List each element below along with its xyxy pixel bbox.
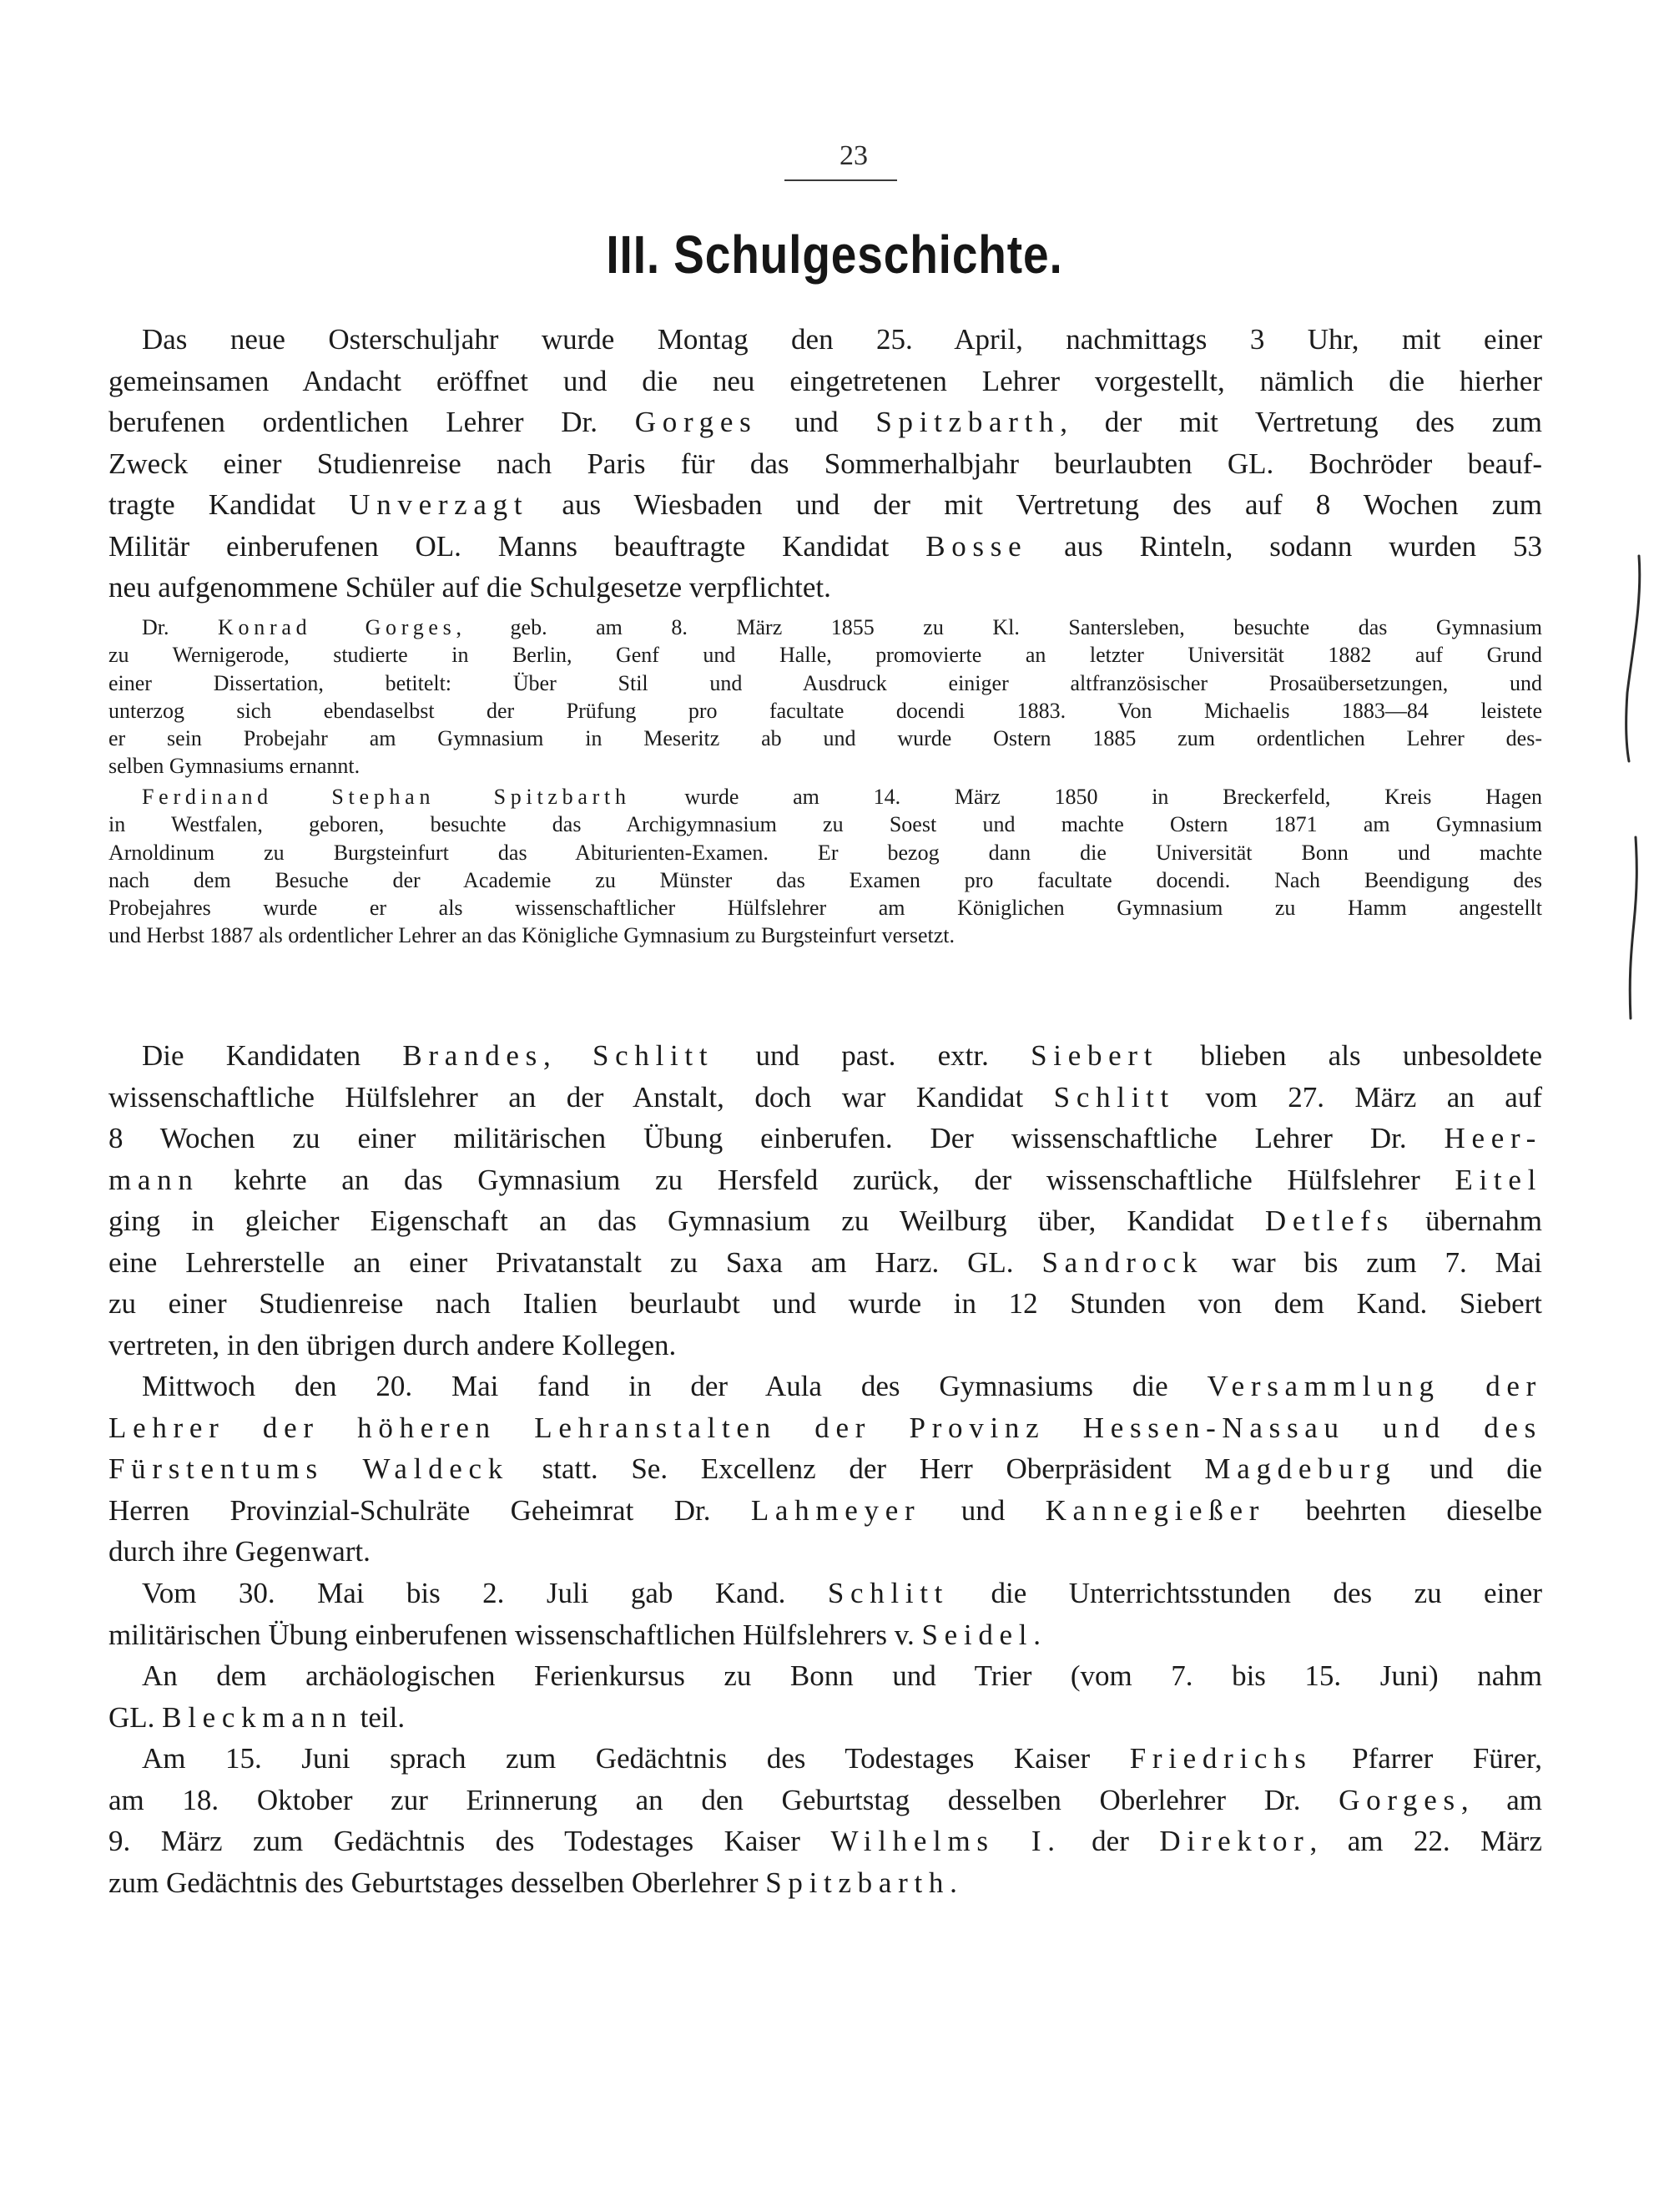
text-line (108, 1862, 1542, 1904)
text-run: militärischen Übung einberufenen wissenschaftlichen Hülfslehrers v. (108, 1618, 922, 1651)
text-run: und (757, 406, 876, 438)
text-run: Herren Provinzial-Schulräte Geheimrat Dr. (108, 1493, 751, 1527)
biography-gorges (108, 614, 1542, 780)
paragraph-candidates (108, 1035, 1542, 1366)
margin-bracket-lower (1617, 831, 1651, 1031)
spaced-name: Lehrer der höheren Lehranstalten der Provinz Hessen-Nassau und des (108, 1411, 1542, 1444)
text-line (108, 1780, 1542, 1821)
text-run: 8 Wochen zu einer militärischen Übung einberufen. Der wissenschaftliche Lehrer Dr. (108, 1122, 1445, 1154)
text-run: nach dem Besuche der Academie zu Münster das Examen pro facultate docendi. Nach Beendigung des (108, 867, 1542, 892)
spaced-name: Schlitt (827, 1577, 950, 1609)
text-line (108, 1655, 1542, 1697)
text-run: und die (1396, 1452, 1542, 1485)
text-line (108, 1242, 1542, 1284)
text-run: statt. Se. Excellenz der Herr Oberpräsident (508, 1452, 1205, 1485)
text-run: Am 15. Juni sprach zum Gedächtnis des Todestages Kaiser (142, 1742, 1130, 1775)
spaced-name: Eitel (1455, 1163, 1542, 1196)
text-run: aus Wiesbaden und der mit Vertretung des auf 8 Wochen zum (528, 488, 1542, 521)
spaced-name: Schlitt (592, 1039, 714, 1072)
text-run: Arnoldinum zu Burgsteinfurt das Abiturienten-Examen. Er bezog dann die Universität Bonn und machte (108, 840, 1542, 865)
text-line (108, 1573, 1542, 1614)
text-run: beehrten dieselbe (1265, 1493, 1542, 1527)
spaced-name: Kannegießer (1045, 1493, 1266, 1527)
text-run: Zweck einer Studienreise nach Paris für das Sommerhalbjahr beurlaubten GL. Bochröder beauf- (108, 447, 1542, 480)
text-line (108, 1283, 1542, 1325)
text-line (108, 894, 1542, 922)
text-run: GL. (108, 1700, 163, 1734)
spaced-name: Gorges (1339, 1783, 1461, 1816)
spaced-name: Bosse (925, 529, 1028, 563)
text-run: zu Wernigerode, studierte in Berlin, Genf und Halle, promovierte an letzter Universität 1882 auf Grund (108, 643, 1542, 668)
text-line (108, 526, 1542, 568)
text-run: und Herbst 1887 als ordentlicher Lehrer an das Königliche Gymnasium zu Burgsteinfurt versetzt. (108, 923, 955, 948)
spaced-name: Wilhelms I. (830, 1825, 1061, 1857)
text-line (108, 866, 1542, 894)
text-line (108, 1159, 1542, 1201)
spaced-name: Konrad Gorges (218, 615, 456, 639)
spaced-name: Bleckmann (162, 1700, 353, 1734)
spaced-name: Sandrock (1041, 1245, 1204, 1279)
spaced-name: Versammlung der (1207, 1370, 1542, 1402)
text-line (108, 725, 1542, 752)
text-run: teil. (352, 1700, 406, 1734)
text-run: unterzog sich ebendaselbst der Prüfung pro facultate docendi 1883. Von Michaelis 1883—84 leistete (108, 698, 1542, 723)
spaced-name: Heer- (1444, 1122, 1542, 1154)
text-line (108, 614, 1542, 641)
text-line (108, 1697, 1542, 1739)
text-run: , (542, 1039, 592, 1072)
text-run: ging in gleicher Eigenschaft an das Gymnasium zu Weilburg über, Kandidat (108, 1204, 1265, 1237)
text-run: in Westfalen, geboren, besuchte das Archigymnasium zu Soest und machte Ostern 1871 am Gymnasium (108, 812, 1542, 837)
text-run: vom 27. März an auf (1174, 1080, 1543, 1114)
text-run: wurde am 14. März 1850 in Breckerfeld, Kreis Hagen (630, 785, 1542, 809)
text-line (108, 484, 1542, 526)
text-run: zum Gedächtnis des Geburtstages desselben Oberlehrer (108, 1866, 766, 1899)
text-line (108, 1448, 1542, 1490)
text-line (108, 319, 1542, 361)
text-run: und (920, 1493, 1046, 1527)
text-run: , der mit Vertretung des zum (1060, 406, 1542, 438)
spaced-name: Brandes (402, 1039, 543, 1072)
text-run: . (1033, 1618, 1041, 1651)
text-line (108, 641, 1542, 669)
text-line (108, 783, 1542, 811)
text-run: kehrte an das Gymnasium zu Hersfeld zurück, der wissenschaftliche Hülfslehrer (199, 1163, 1455, 1196)
text-line (108, 567, 1542, 609)
text-line (108, 811, 1542, 838)
text-line (108, 1118, 1542, 1159)
text-line (108, 1407, 1542, 1449)
text-run: und past. extr. (713, 1039, 1031, 1072)
text-line (108, 669, 1542, 697)
text-run: vertreten, in den übrigen durch andere Kollegen. (108, 1328, 677, 1361)
text-run: war bis zum 7. Mai (1203, 1245, 1542, 1279)
paragraph-assembly (108, 1366, 1542, 1573)
spaced-name: Siebert (1031, 1039, 1159, 1072)
text-run: An dem archäologischen Ferienkursus zu Bonn und Trier (vom 7. bis 15. Juni) nahm (142, 1659, 1542, 1692)
paragraph-commemorations (108, 1738, 1542, 1903)
text-run: neu aufgenommene Schüler auf die Schulgesetze verpflichtet. (108, 571, 831, 604)
spaced-name: Lahmeyer (750, 1493, 921, 1527)
text-run: durch ihre Gegenwart. (108, 1535, 371, 1568)
text-run: , am (1460, 1783, 1542, 1816)
text-line (108, 752, 1542, 780)
spaced-name: Fürstentums Waldeck (108, 1452, 509, 1485)
text-run: Pfarrer Fürer, (1312, 1742, 1542, 1775)
text-line (108, 361, 1542, 402)
text-run: einer Dissertation, betitelt: Über Stil und Ausdruck einiger altfranzösischer Prosaübersetzungen, und (108, 670, 1542, 695)
text-line (108, 1531, 1542, 1573)
spaced-name: Seidel (921, 1618, 1034, 1651)
text-run: er sein Probejahr am Gymnasium in Meseritz ab und wurde Ostern 1885 zum ordentlichen Lehrer des- (108, 726, 1542, 751)
text-line (108, 1200, 1542, 1242)
text-run: am 18. Oktober zur Erinnerung an den Geburtstag desselben Oberlehrer Dr. (108, 1783, 1339, 1816)
text-run: , am 22. März (1309, 1825, 1542, 1857)
text-line (108, 1738, 1542, 1780)
spaced-name: Spitzbarth (765, 1866, 950, 1899)
page-number-rule (784, 179, 897, 181)
text-run: die Unterrichtsstunden des zu einer (949, 1577, 1542, 1609)
text-run: gemeinsamen Andacht eröffnet und die neu eingetretenen Lehrer vorgestellt, nämlich die hierher (108, 364, 1542, 397)
spaced-name: Schlitt (1053, 1080, 1175, 1114)
paragraph-opening (108, 319, 1542, 609)
text-line (108, 1821, 1542, 1862)
text-run: Vom 30. Mai bis 2. Juli gab Kand. (142, 1577, 828, 1609)
text-run: Mittwoch den 20. Mai fand in der Aula des Gymnasiums die (142, 1370, 1208, 1402)
spaced-name: Unverzagt (349, 488, 529, 521)
text-run: blieben als unbesoldete (1158, 1039, 1542, 1072)
text-run: selben Gymnasiums ernannt. (108, 754, 361, 779)
text-run: zu einer Studienreise nach Italien beurlaubt und wurde in 12 Stunden von dem Kand. Siebert (108, 1287, 1542, 1320)
spaced-name: Direktor (1159, 1825, 1310, 1857)
biography-spitzbarth (108, 783, 1542, 950)
text-run: übernahm (1394, 1204, 1542, 1237)
text-run: Militär einberufenen OL. Manns beauftragte Kandidat (108, 529, 926, 563)
text-line (108, 1490, 1542, 1532)
chapter-title: III. Schulgeschichte. (606, 225, 1063, 285)
text-line (108, 443, 1542, 485)
text-run: berufenen ordentlichen Lehrer Dr. (108, 406, 635, 438)
text-line (108, 401, 1542, 443)
spaced-name: Ferdinand Stephan Spitzbarth (142, 785, 631, 809)
spaced-name: Detlefs (1264, 1204, 1394, 1237)
margin-bracket-upper (1617, 551, 1651, 801)
text-run: wissenschaftliche Hülfslehrer an der Anstalt, doch war Kandidat (108, 1080, 1054, 1114)
spaced-name: mann (108, 1163, 199, 1196)
text-run: aus Rinteln, sodann wurden 53 (1027, 529, 1542, 563)
text-run: eine Lehrerstelle an einer Privatanstalt zu Saxa am Harz. GL. (108, 1245, 1042, 1279)
spaced-name: Gorges (634, 406, 758, 438)
text-run: . (950, 1866, 957, 1899)
paragraph-schlitt (108, 1573, 1542, 1655)
text-line (108, 1325, 1542, 1366)
text-line (108, 697, 1542, 725)
spaced-name: Spitzbarth (875, 406, 1061, 438)
spaced-name: Friedrichs (1129, 1742, 1313, 1775)
text-line (108, 839, 1542, 866)
page-number: 23 (840, 140, 868, 171)
text-run: Die Kandidaten (142, 1039, 403, 1072)
text-run: , geb. am 8. März 1855 zu Kl. Santersleben, besuchte das Gymnasium (456, 615, 1542, 639)
paragraph-ferienkursus (108, 1655, 1542, 1738)
text-line (108, 1614, 1542, 1656)
spaced-name: Magdeburg (1204, 1452, 1397, 1485)
text-line (108, 1035, 1542, 1077)
text-line (108, 1366, 1542, 1407)
text-run: der (1061, 1825, 1160, 1857)
text-run: Das neue Osterschuljahr wurde Montag den 25. April, nachmittags 3 Uhr, mit einer (142, 323, 1542, 356)
text-run: Probejahres wurde er als wissenschaftlicher Hülfslehrer am Königlichen Gymnasium zu Hamm angestellt (108, 896, 1542, 921)
text-run: tragte Kandidat (108, 488, 350, 521)
text-line (108, 1077, 1542, 1119)
text-run: Dr. (142, 615, 219, 639)
text-line (108, 922, 1542, 949)
text-run: 9. März zum Gedächtnis des Todestages Kaiser (108, 1825, 831, 1857)
